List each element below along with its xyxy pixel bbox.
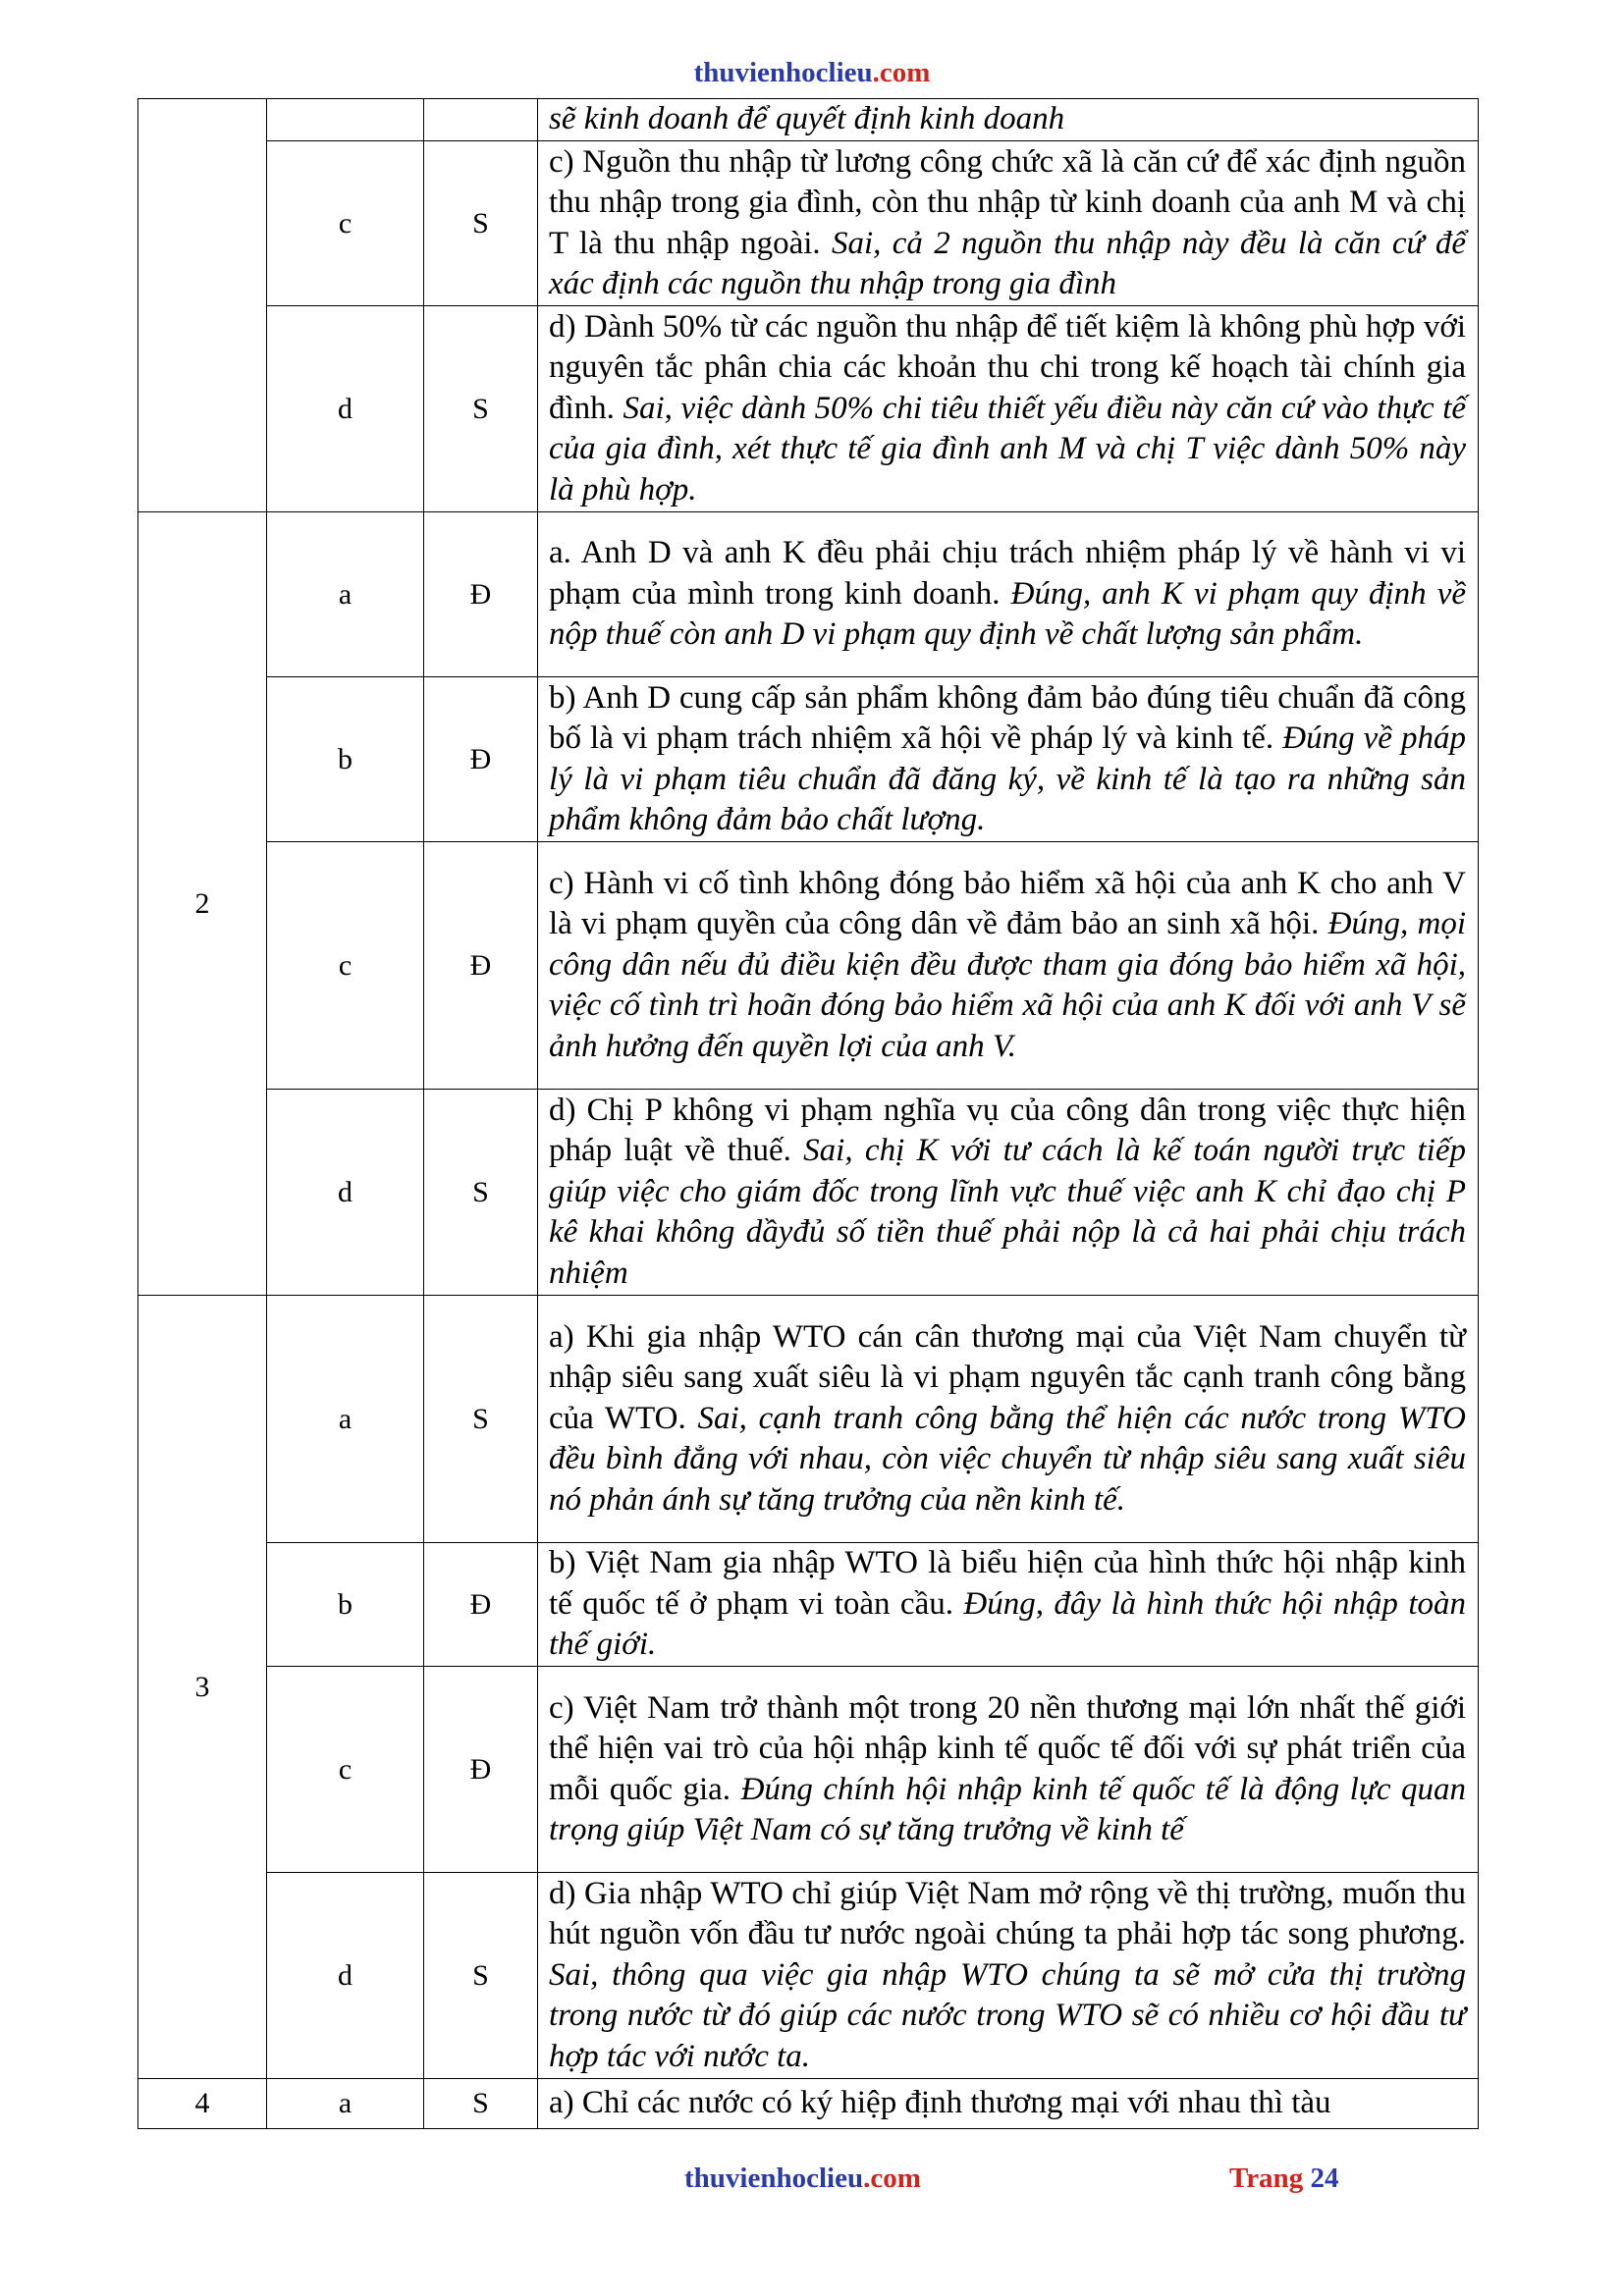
table-row [138, 306, 1479, 512]
explanation-cell [538, 1667, 1479, 1873]
explanation-text: sẽ kinh doanh để quyết định kinh doanh [549, 101, 1065, 137]
explanation-text: Đúng, anh K vi phạm quy định về nộp thuế còn anh D vi phạm quy định về chất lượng sản phẩm. [549, 575, 1466, 653]
table-row [138, 141, 1479, 306]
option-cell: b [267, 1543, 424, 1667]
explanation-cell [538, 1090, 1479, 1296]
question-number-cell: 3 [138, 1296, 267, 2079]
answer-cell: S [424, 306, 538, 512]
explanation-cell [538, 306, 1479, 512]
explanation-text: Sai, cạnh tranh công bằng thể hiện các nước trong WTO đều bình đẳng với nhau, còn việc chuyển từ nhập siêu sang xuất siêu nó phản ánh sự tăng trưởng của nền kinh tế. [549, 1400, 1466, 1518]
answer-cell: S [424, 1873, 538, 2079]
explanation-text: Đúng, đây là hình thức hội nhập toàn thế giới. [549, 1585, 1467, 1663]
statement-text: d) Gia nhập WTO chỉ giúp Việt Nam mở rộng về thị trường, muốn thu hút nguồn vốn đầu tư nước ngoài chúng ta phải hợp tác song phương. [549, 1875, 1466, 1952]
explanation-text: Sai, thông qua việc gia nhập WTO chúng ta sẽ mở cửa thị trường trong nước từ đó giúp các nước trong WTO sẽ có nhiều cơ hội đầu tư hợp tác với nước ta. [549, 1956, 1466, 2074]
page-number-value: 24 [1310, 2163, 1339, 2194]
site-domain-part: .com [863, 2163, 921, 2194]
site-name-part: thuvienhoclieu [684, 2163, 864, 2194]
answer-cell: S [424, 141, 538, 306]
explanation-text: Sai, cả 2 nguồn thu nhập này đều là căn cứ để xác định các nguồn thu nhập trong gia đình [549, 225, 1466, 301]
statement-text: c) Việt Nam trở thành một trong 20 nền thương mại lớn nhất thế giới thể hiện vai trò của hội nhập kinh tế quốc tế đối với sự phát triển của mỗi quốc gia. [549, 1689, 1466, 1807]
site-footer [684, 2163, 921, 2195]
answer-table [137, 98, 1479, 2129]
site-domain-part: .com [872, 57, 931, 88]
explanation-cell [538, 2079, 1479, 2129]
option-cell: a [267, 2079, 424, 2129]
table-row [138, 1667, 1479, 1873]
answer-cell: Đ [424, 677, 538, 842]
answer-cell: Đ [424, 512, 538, 677]
option-cell: c [267, 141, 424, 306]
answer-cell: Đ [424, 842, 538, 1090]
option-cell: c [267, 1667, 424, 1873]
statement-text: b) Việt Nam gia nhập WTO là biểu hiện của hình thức hội nhập kinh tế quốc tế ở phạm vi toàn cầu. [549, 1545, 1466, 1622]
statement-text: b) Anh D cung cấp sản phẩm không đảm bảo đúng tiêu chuẩn đã công bố là vi phạm trách nhiệm xã hội về pháp lý và kinh tế. [549, 679, 1466, 756]
explanation-text: Sai, chị K với tư cách là kế toán người trực tiếp giúp việc cho giám đốc trong lĩnh vực thuế việc anh K chỉ đạo chị P kê khai không dầyđủ số tiền thuế phải nộp là cả hai phải chịu trách nhiệm [549, 1133, 1466, 1291]
statement-text: c) Nguồn thu nhập từ lương công chức xã là căn cứ để xác định nguồn thu nhập trong gia đình, còn thu nhập từ kinh doanh của anh M và chị T là thu nhập ngoài. [549, 143, 1466, 261]
option-cell: c [267, 842, 424, 1090]
explanation-cell [538, 1873, 1479, 2079]
explanation-cell [538, 512, 1479, 677]
explanation-cell [538, 677, 1479, 842]
table-row [138, 99, 1479, 141]
explanation-cell [538, 99, 1479, 141]
explanation-cell [538, 842, 1479, 1090]
question-number-cell: 2 [138, 512, 267, 1296]
answer-cell: S [424, 1296, 538, 1543]
option-cell: d [267, 1090, 424, 1296]
table-row [138, 677, 1479, 842]
explanation-text: Đúng chính hội nhập kinh tế quốc tế là động lực quan trọng giúp Việt Nam có sự tăng trưởng về kinh tế [549, 1771, 1466, 1847]
answer-cell: S [424, 2079, 538, 2129]
statement-text: d) Dành 50% từ các nguồn thu nhập để tiết kiệm là không phù hợp với nguyên tắc phân chia các khoản thu chi trong kế hoạch tài chính gia đình. [549, 308, 1466, 426]
option-cell: a [267, 1296, 424, 1543]
explanation-text: Sai, việc dành 50% chi tiêu thiết yếu điều này căn cứ vào thực tế của gia đình, xét thực tế gia đình anh M và chị T việc dành 50% này là phù hợp. [549, 390, 1467, 507]
statement-text: d) Chị P không vi phạm nghĩa vụ của công dân trong việc thực hiện pháp luật về thuế. [549, 1092, 1466, 1169]
statement-text: a. Anh D và anh K đều phải chịu trách nhiệm pháp lý về hành vi vi phạm của mình trong kinh doanh. [549, 535, 1466, 612]
option-cell: a [267, 512, 424, 677]
table-row [138, 512, 1479, 677]
table-row [138, 1296, 1479, 1543]
table-row [138, 1543, 1479, 1667]
table-row [138, 2079, 1479, 2129]
explanation-cell [538, 141, 1479, 306]
option-cell: b [267, 677, 424, 842]
question-number-cell [138, 99, 267, 512]
answer-cell: Đ [424, 1543, 538, 1667]
page-word: Trang [1229, 2163, 1304, 2194]
answer-cell [424, 99, 538, 141]
table-row [138, 1873, 1479, 2079]
site-header [0, 57, 1624, 89]
explanation-text: Đúng, mọi công dân nếu đủ điều kiện đều được tham gia đóng bảo hiểm xã hội, việc cố tình trì hoãn đóng bảo hiểm xã hội của anh K đối với anh V sẽ ảnh hưởng đến quyền lợi của anh V. [549, 906, 1466, 1064]
explanation-text: Đúng về pháp lý là vi phạm tiêu chuẩn đã đăng ký, về kinh tế là tạo ra những sản phẩm không đảm bảo chất lượng. [549, 721, 1466, 837]
statement-text: c) Hành vi cố tình không đóng bảo hiểm xã hội của anh K cho anh V là vi phạm quyền của công dân về đảm bảo an sinh xã hội. [549, 865, 1466, 942]
site-name-part: thuvienhoclieu [693, 57, 873, 88]
explanation-cell [538, 1296, 1479, 1543]
page-number [1229, 2163, 1338, 2195]
option-cell: d [267, 306, 424, 512]
statement-text: a) Khi gia nhập WTO cán cân thương mại của Việt Nam chuyển từ nhập siêu sang xuất siêu là vi phạm nguyên tắc cạnh tranh công bằng của WTO. [549, 1318, 1466, 1436]
question-number-cell: 4 [138, 2079, 267, 2129]
option-cell [267, 99, 424, 141]
statement-text: a) Chỉ các nước có ký hiệp định thương mại với nhau thì tàu [549, 2085, 1331, 2121]
answer-cell: Đ [424, 1667, 538, 1873]
option-cell: d [267, 1873, 424, 2079]
table-row [138, 1090, 1479, 1296]
explanation-cell [538, 1543, 1479, 1667]
answer-cell: S [424, 1090, 538, 1296]
table-row [138, 842, 1479, 1090]
